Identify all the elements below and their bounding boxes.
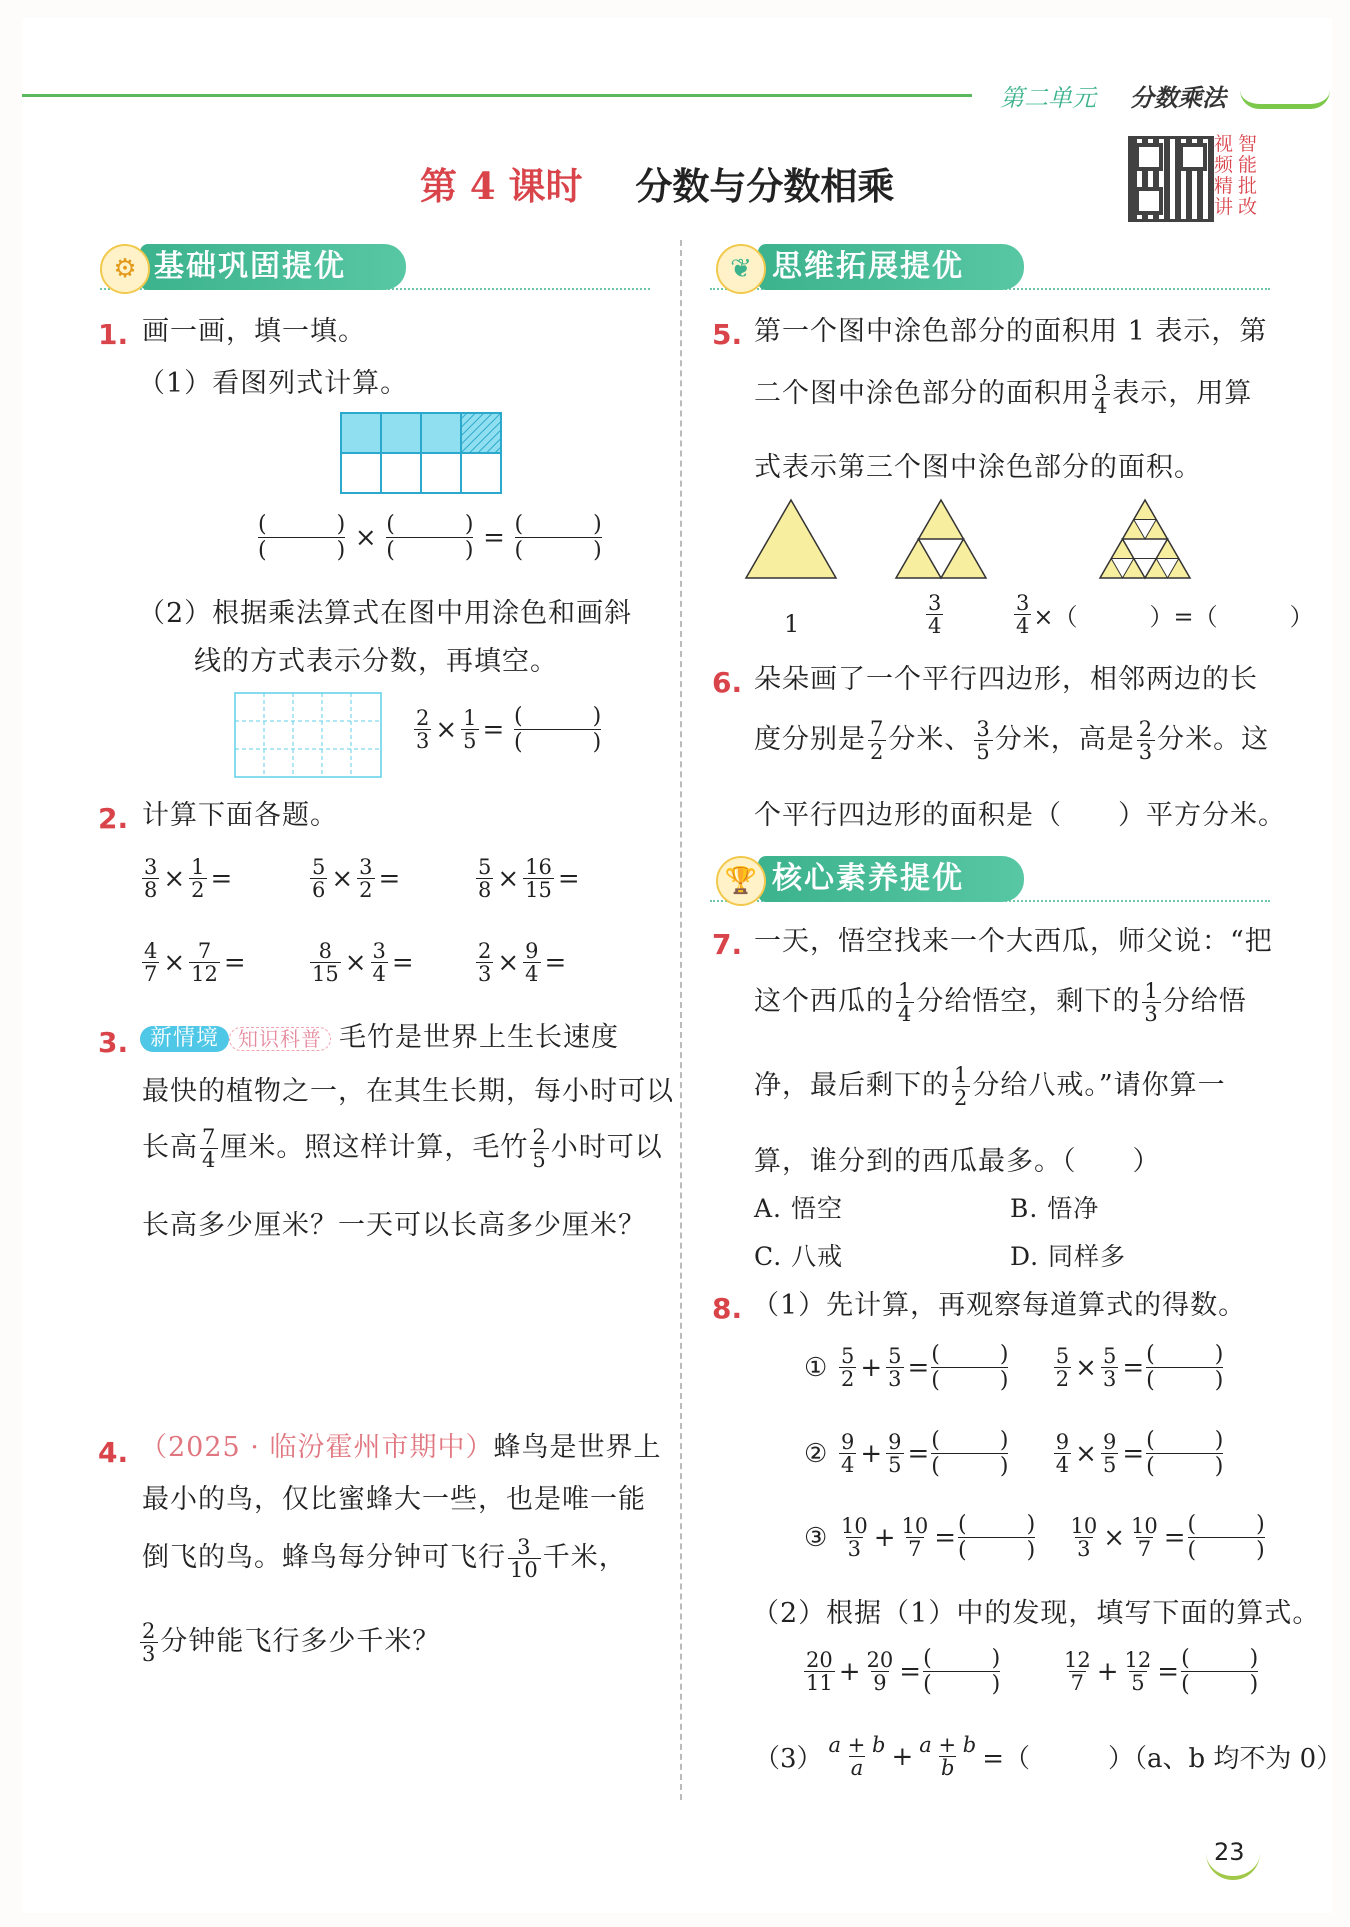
q5-label-2: $\frac{3}{4}$	[928, 591, 942, 639]
section-thinking: 思维拓展提优	[758, 244, 1024, 290]
q5-label-1: 1	[784, 610, 801, 638]
q6-line3[interactable]: 个平行四边形的面积是（ ）平方分米。	[754, 800, 1286, 831]
page-number: 23	[1214, 1838, 1245, 1866]
tag-science: 知识科普	[229, 1027, 331, 1051]
lesson-name: 分数与分数相乘	[635, 164, 895, 208]
q4-source: （2025 · 临汾霍州市期中）	[140, 1432, 494, 1463]
q6-line1: 朵朵画了一个平行四边形，相邻两边的长	[754, 664, 1258, 695]
q7-option-d[interactable]: D. 同样多	[1010, 1242, 1127, 1271]
q8-part3-blank[interactable]: =（ ）（a、b 均不为 0）	[982, 1744, 1343, 1775]
q6-number: 6.	[712, 666, 743, 699]
q3-line4: 长高多少厘米？一天可以长高多少厘米？	[142, 1210, 646, 1241]
section-basic: 基础巩固提优	[140, 244, 406, 290]
q5-line2: 二个图中涂色部分的面积用 $\frac{3}{4}$ 表示，用算	[754, 371, 1253, 419]
header-swoosh	[1240, 90, 1330, 109]
q8-row-1: ① $\frac{5}{2}$ + $\frac{5}{3}$ = ( ) ( ) $\frac{5}{2}$ × $\frac{5}{3}$ = ( ) ( )	[804, 1342, 1224, 1394]
q5-number: 5.	[712, 318, 743, 351]
blank-fraction[interactable]: ( ) ( )	[958, 1512, 1036, 1564]
q8-part2-item-2: $\frac{12}{7}$ + $\frac{12}{5}$ = ( ) ( )	[1064, 1646, 1259, 1698]
q5-triangle-2	[894, 498, 988, 580]
q2-item-3: $\frac{5}{8}$ × $\frac{16}{15}$ =	[478, 855, 580, 903]
blank-fraction[interactable]: ( ) ( )	[386, 512, 474, 564]
tag-new-context: 新情境	[140, 1026, 229, 1052]
lesson-title	[420, 156, 894, 210]
q5-line3: 式表示第三个图中涂色部分的面积。	[754, 452, 1202, 483]
q1-grid-figure	[340, 412, 508, 496]
blank-fraction[interactable]: ( ) ( )	[514, 512, 602, 564]
q8-part3: （3） $\frac{a + b}{a}$ + $\frac{a + b}{b}$ =（ ）（a、b 均不为 0）	[754, 1733, 1343, 1781]
q3-line3: 长高 $\frac{7}{4}$ 厘米。照这样计算，毛竹 $\frac{2}{5}$ 小时可以	[142, 1125, 663, 1173]
q1-answer-expression: ( ) ( ) × ( ) ( ) = ( ) ( )	[258, 512, 602, 564]
q5-triangle-3	[1098, 498, 1192, 580]
q8-part1: （1）先计算，再观察每道算式的得数。	[752, 1290, 1247, 1321]
qr-label-1: 视频精讲	[1214, 133, 1234, 218]
q7-option-b[interactable]: B. 悟净	[1010, 1194, 1100, 1223]
q5-line1: 第一个图中涂色部分的面积用 1 表示，第	[754, 316, 1268, 347]
trophy-icon: 🏆	[716, 856, 766, 906]
blank-fraction[interactable]: ( ) ( )	[513, 704, 602, 756]
q7-line4[interactable]: 算，谁分到的西瓜最多。（ ）	[754, 1146, 1161, 1177]
q2-number: 2.	[98, 802, 129, 835]
sprout-icon: ❦	[716, 244, 766, 294]
blank-fraction[interactable]: ( ) ( )	[931, 1342, 1009, 1394]
q1-part1: （1）看图列式计算。	[138, 368, 409, 399]
header-unit: 第二单元	[1000, 84, 1096, 112]
q8-part2-item-1: $\frac{20}{11}$ + $\frac{20}{9}$ = ( ) ( )	[806, 1646, 1001, 1698]
q2-text: 计算下面各题。	[142, 800, 338, 831]
q3-number: 3.	[98, 1026, 129, 1059]
blank-fraction[interactable]: ( ) ( )	[931, 1428, 1009, 1480]
q1-part2-line1: （2）根据乘法算式在图中用涂色和画斜	[138, 598, 633, 629]
q7-option-a[interactable]: A. 悟空	[754, 1194, 843, 1223]
q2-item-1: $\frac{3}{8}$ × $\frac{1}{2}$ =	[144, 855, 233, 903]
blank-fraction[interactable]: ( ) ( )	[923, 1646, 1001, 1698]
header-unit-title: 分数乘法	[1130, 84, 1226, 112]
q5-answer-blank[interactable]: ×（ ）=（ ）	[1033, 603, 1314, 632]
q2-item-5: $\frac{8}{15}$ × $\frac{3}{4}$ =	[312, 939, 414, 987]
q4-line3: 倒飞的鸟。蜂鸟每分钟可飞行 $\frac{3}{10}$ 千米，	[142, 1535, 627, 1583]
q1-text: 画一画，填一填。	[142, 316, 366, 347]
q4-line2: 最小的鸟，仅比蜜蜂大一些，也是唯一能	[142, 1484, 646, 1515]
q7-line2: 这个西瓜的 $\frac{1}{4}$ 分给悟空，剩下的 $\frac{1}{3}$ 分给悟	[754, 979, 1247, 1027]
q7-line3: 净，最后剩下的 $\frac{1}{2}$ 分给八戒。”请你算一	[754, 1063, 1226, 1111]
qr-label-2: 智能批改	[1238, 133, 1258, 218]
q4-line4: $\frac{2}{3}$ 分钟能飞行多少千米？	[142, 1619, 441, 1667]
blank-fraction[interactable]: ( ) ( )	[1146, 1428, 1224, 1480]
gear-flower-icon: ⚙	[100, 244, 150, 294]
blank-fraction[interactable]: ( ) ( )	[258, 512, 346, 564]
q8-number: 8.	[712, 1292, 743, 1325]
q8-part2: （2）根据（1）中的发现，填写下面的算式。	[752, 1598, 1321, 1629]
q1-empty-grid[interactable]	[234, 692, 384, 780]
lesson-number: 第 4 课时	[420, 164, 583, 208]
q2-item-4: $\frac{4}{7}$ × $\frac{7}{12}$ =	[144, 939, 246, 987]
q1-part2-expression: $\frac{2}{3}$ × $\frac{1}{5}$ = ( ) ( )	[416, 704, 602, 756]
blank-fraction[interactable]: ( ) ( )	[1146, 1342, 1224, 1394]
q2-item-6: $\frac{2}{3}$ × $\frac{9}{4}$ =	[478, 939, 567, 987]
q7-number: 7.	[712, 928, 743, 961]
q3-line2: 最快的植物之一，在其生长期，每小时可以	[142, 1076, 674, 1107]
q5-triangle-1	[744, 498, 838, 580]
column-divider	[680, 240, 682, 1800]
q5-label-3: $\frac{3}{4}$ ×（ ）=（ ）	[1016, 591, 1314, 639]
q4-line1: （2025 · 临汾霍州市期中）蜂鸟是世界上	[140, 1432, 662, 1463]
q2-item-2: $\frac{5}{6}$ × $\frac{3}{2}$ =	[312, 855, 401, 903]
q3-line1: 新情境 知识科普 毛竹是世界上生长速度	[140, 1024, 619, 1052]
q8-row-3: ③ $\frac{10}{3}$ + $\frac{10}{7}$ = ( ) ( ) $\frac{10}{3}$ × $\frac{10}{7}$ = ( ) ( )	[804, 1512, 1265, 1564]
header-rule	[22, 94, 972, 97]
blank-fraction[interactable]: ( ) ( )	[1181, 1646, 1259, 1698]
q8-row-2: ② $\frac{9}{4}$ + $\frac{9}{5}$ = ( ) ( ) $\frac{9}{4}$ × $\frac{9}{5}$ = ( ) ( )	[804, 1428, 1224, 1480]
q7-option-c[interactable]: C. 八戒	[754, 1242, 844, 1271]
q7-line1: 一天，悟空找来一个大西瓜，师父说：“把	[754, 926, 1273, 957]
section-core: 核心素养提优	[758, 856, 1024, 902]
q4-number: 4.	[98, 1436, 129, 1469]
q1-part2-line2: 线的方式表示分数，再填空。	[194, 646, 558, 677]
q1-number: 1.	[98, 318, 129, 351]
q6-line2: 度分别是 $\frac{7}{2}$ 分米、 $\frac{3}{5}$ 分米，高是 $\frac{2}{3}$ 分米。这	[754, 717, 1270, 765]
blank-fraction[interactable]: ( ) ( )	[1187, 1512, 1265, 1564]
qr-code[interactable]	[1128, 136, 1214, 222]
